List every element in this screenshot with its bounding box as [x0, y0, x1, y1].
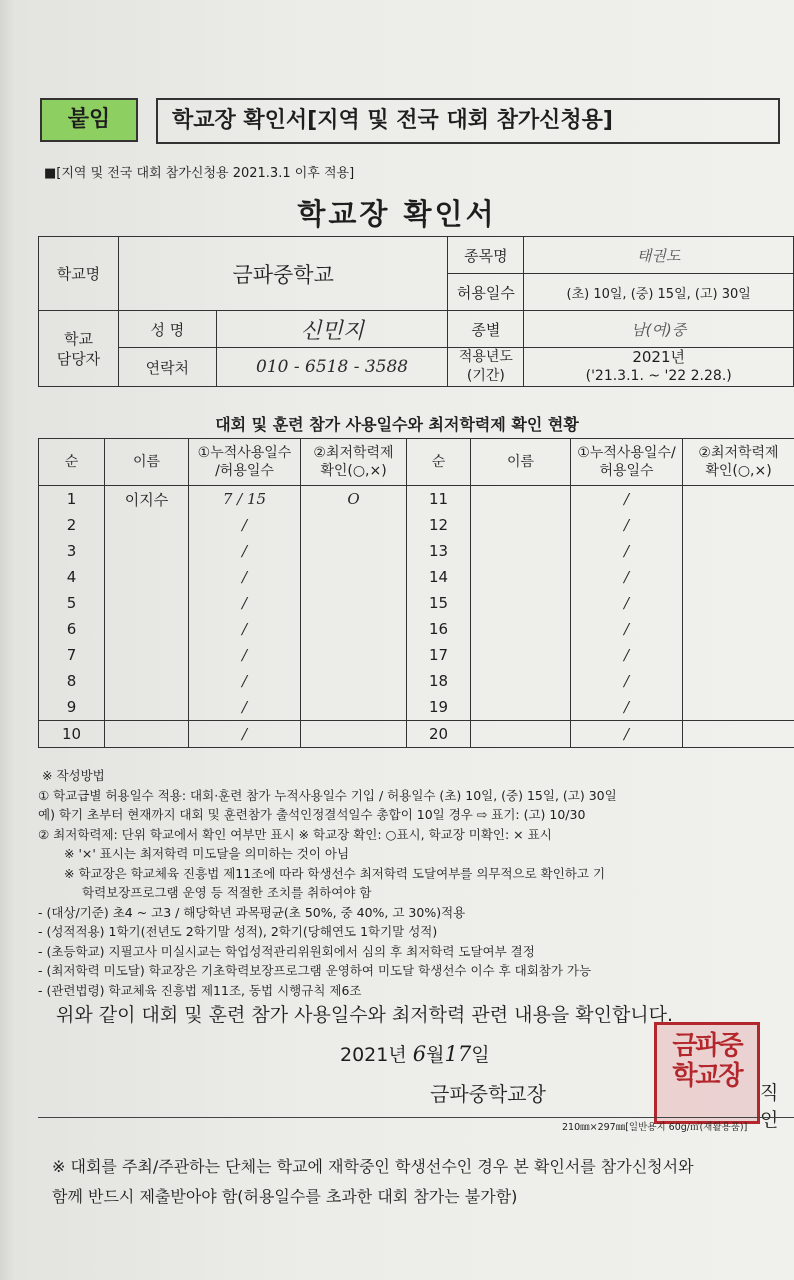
row-days: / — [571, 721, 683, 748]
row-check — [301, 512, 407, 538]
instruction-line: ② 최저학력제: 단위 학교에서 확인 여부만 표시 ※ 학교장 확인: ○표시, 학교장 미확인: × 표시 — [38, 826, 552, 842]
year-cell — [524, 348, 794, 387]
row-days: / — [571, 486, 683, 513]
row-no: 6 — [39, 616, 105, 642]
writing-instructions — [38, 766, 794, 1000]
header-days: ①누적사용일수 /허용일수 — [189, 439, 301, 486]
header-name-right: 이름 — [471, 439, 571, 486]
row-check — [683, 590, 794, 616]
instruction-line: ※ '×' 표시는 최저학력 미도달을 의미하는 것이 아님 — [64, 846, 350, 861]
row-no: 11 — [407, 486, 471, 513]
year-value: 2021년 — [632, 348, 685, 366]
table-row — [39, 616, 794, 642]
row-no: 20 — [407, 721, 471, 748]
row-name — [105, 721, 189, 748]
row-check — [683, 486, 794, 513]
row-days: / — [571, 668, 683, 694]
table-row — [39, 642, 794, 668]
instruction-line: - (최저학력 미도달) 학교장은 기초학력보장프로그램 운영하여 미도달 학생선수 이수 후 대회참가 가능 — [38, 963, 592, 978]
row-days: / — [189, 721, 301, 748]
row-name — [471, 721, 571, 748]
row-name — [471, 616, 571, 642]
attachment-badge: 붙임 — [40, 98, 138, 142]
instruction-line: - (성적적용) 1학기(전년도 2학기말 성적), 2학기(당해연도 1학기말 성적) — [38, 924, 438, 939]
instruction-line: 예) 학기 초부터 현재까지 대회 및 훈련참가 출석인정결석일수 총합이 10일 경우 ⇨ 표기: (고) 10/30 — [38, 807, 586, 822]
document-title: 학교장 확인서 — [297, 197, 497, 231]
row-name — [105, 564, 189, 590]
date-month: 6 — [412, 1042, 427, 1066]
row-days: / — [571, 538, 683, 564]
row-days: / — [189, 616, 301, 642]
instruction-line: ※ 작성방법 — [42, 768, 105, 783]
row-days: / — [571, 642, 683, 668]
phone-value: 010 - 6518 - 3588 — [216, 348, 448, 387]
row-name — [105, 642, 189, 668]
row-days: / — [571, 512, 683, 538]
row-days: / — [571, 590, 683, 616]
row-no: 2 — [39, 512, 105, 538]
header-subtitle: ■[지역 및 전국 대회 참가신청용 2021.3.1 이후 적용] — [44, 166, 355, 181]
table-row — [39, 538, 794, 564]
row-no: 13 — [407, 538, 471, 564]
row-name — [471, 694, 571, 721]
row-name — [471, 538, 571, 564]
table-row — [39, 564, 794, 590]
row-check — [301, 721, 407, 748]
date-day: 17 — [444, 1042, 472, 1066]
paper-spec: 210㎜×297㎜[일반용지 60g/㎡(재활용품)] — [562, 1122, 748, 1133]
row-days: / — [189, 668, 301, 694]
table-row — [39, 512, 794, 538]
row-name — [471, 486, 571, 513]
row-days: / — [189, 538, 301, 564]
row-no: 12 — [407, 512, 471, 538]
row-days: / — [571, 694, 683, 721]
row-no: 18 — [407, 668, 471, 694]
event-value: 태권도 — [524, 237, 794, 274]
year-period: ('21.3.1. ~ '22 2.28.) — [585, 368, 732, 384]
row-check — [683, 694, 794, 721]
row-no: 10 — [39, 721, 105, 748]
row-check — [683, 564, 794, 590]
instruction-line: - (대상/기준) 초4 ~ 고3 / 해당학년 과목평균(초 50%, 중 40%, 고 30%)적용 — [38, 904, 466, 920]
instruction-line: - (관련법령) 학교체육 진흥법 제11조, 동법 시행규칙 제6조 — [38, 982, 362, 998]
date-year: 2021년 — [340, 1044, 407, 1066]
issue-date — [340, 1040, 490, 1067]
row-name — [471, 668, 571, 694]
row-days: 7 / 15 — [189, 486, 301, 513]
row-name — [105, 590, 189, 616]
gender-label: 종별 — [448, 311, 524, 348]
row-no: 4 — [39, 564, 105, 590]
header-days-right: ①누적사용일수/ 허용일수 — [571, 439, 683, 486]
usage-table — [38, 438, 794, 748]
row-name — [471, 512, 571, 538]
row-no: 16 — [407, 616, 471, 642]
row-days: / — [189, 512, 301, 538]
row-check — [301, 642, 407, 668]
row-no: 7 — [39, 642, 105, 668]
header-name: 이름 — [105, 439, 189, 486]
row-name — [471, 590, 571, 616]
row-no: 9 — [39, 694, 105, 721]
row-no: 14 — [407, 564, 471, 590]
row-check — [301, 668, 407, 694]
table-row — [39, 590, 794, 616]
footer-note: ※ 대회를 주최/주관하는 단체는 학교에 재학중인 학생선수인 경우 본 확인서를 참가신청서와 함께 반드시 제출받아야 함(허용일수를 초과한 대회 참가는 불가함) — [52, 1157, 694, 1206]
table-row — [39, 694, 794, 721]
row-check — [683, 538, 794, 564]
row-name — [105, 668, 189, 694]
header-no: 순 — [39, 439, 105, 486]
row-check — [683, 668, 794, 694]
table-row — [39, 668, 794, 694]
row-no: 8 — [39, 668, 105, 694]
row-no: 19 — [407, 694, 471, 721]
gender-value: 남(여)중 — [524, 311, 794, 348]
row-days: / — [571, 616, 683, 642]
row-check — [301, 616, 407, 642]
row-check — [683, 616, 794, 642]
row-days: / — [189, 564, 301, 590]
table-row — [39, 486, 794, 513]
row-check — [301, 590, 407, 616]
instruction-line: 학력보장프로그램 운영 등 적절한 조치를 취하여야 함 — [82, 885, 372, 900]
row-no: 3 — [39, 538, 105, 564]
row-name — [105, 694, 189, 721]
row-no: 5 — [39, 590, 105, 616]
header-academic: ②최저학력제 확인(○,×) — [301, 439, 407, 486]
row-days: / — [571, 564, 683, 590]
row-check — [301, 564, 407, 590]
school-name: 금파중학교 — [118, 237, 448, 311]
usage-section-title: 대회 및 훈련 참가 사용일수와 최저학력제 확인 현황 — [215, 415, 579, 434]
confirmation-text: 위와 같이 대회 및 훈련 참가 사용일수와 최저학력 관련 내용을 확인합니다. — [56, 1004, 674, 1026]
header-academic-right: ②최저학력제 확인(○,×) — [683, 439, 794, 486]
row-no: 17 — [407, 642, 471, 668]
row-no: 15 — [407, 590, 471, 616]
row-name: 이지수 — [105, 486, 189, 513]
row-check — [301, 694, 407, 721]
instruction-line: - (초등학교) 지필고사 미실시교는 학업성적관리위원회에서 심의 후 최저학력 도달여부 결정 — [38, 943, 535, 959]
row-name — [105, 512, 189, 538]
contact-label: 학교 담당자 — [39, 311, 119, 387]
row-check — [301, 538, 407, 564]
row-name — [471, 642, 571, 668]
row-days: / — [189, 694, 301, 721]
row-days: / — [189, 590, 301, 616]
signer-name: 금파중학교장 — [430, 1082, 546, 1106]
row-name — [105, 538, 189, 564]
row-days: / — [189, 642, 301, 668]
instruction-line: ① 학교급별 허용일수 적용: 대회·훈련 참가 누적사용일수 기입 / 허용일수 (초) 10일, (중) 15일, (고) 30일 — [38, 787, 617, 803]
instruction-line: ※ 학교장은 학교체육 진흥법 제11조에 따라 학생선수 최저학력 도달여부를 의무적으로 확인하고 기 — [64, 865, 606, 881]
info-table — [38, 236, 794, 387]
table-row — [39, 721, 794, 748]
row-name — [105, 616, 189, 642]
event-label: 종목명 — [448, 237, 524, 274]
seal-label: 직인 — [760, 1082, 779, 1131]
header-no-right: 순 — [407, 439, 471, 486]
row-check — [683, 642, 794, 668]
row-check: O — [301, 486, 407, 513]
date-day-suffix: 일 — [471, 1044, 490, 1066]
date-month-suffix: 월 — [426, 1044, 445, 1066]
row-check — [683, 721, 794, 748]
row-check — [683, 512, 794, 538]
phone-label: 연락처 — [118, 348, 216, 387]
name-value: 신민지 — [216, 311, 448, 348]
row-no: 1 — [39, 486, 105, 513]
row-name — [471, 564, 571, 590]
official-seal-stamp: 금파중 학교장 — [654, 1022, 760, 1124]
allowed-days-label: 허용일수 — [448, 274, 524, 311]
name-label: 성 명 — [118, 311, 216, 348]
allowed-days-value: (초) 10일, (중) 15일, (고) 30일 — [524, 274, 794, 311]
school-label: 학교명 — [39, 237, 119, 311]
header-title: 학교장 확인서[지역 및 전국 대회 참가신청용] — [156, 98, 780, 144]
year-label: 적용년도 (기간) — [448, 348, 524, 387]
divider — [38, 1117, 794, 1118]
